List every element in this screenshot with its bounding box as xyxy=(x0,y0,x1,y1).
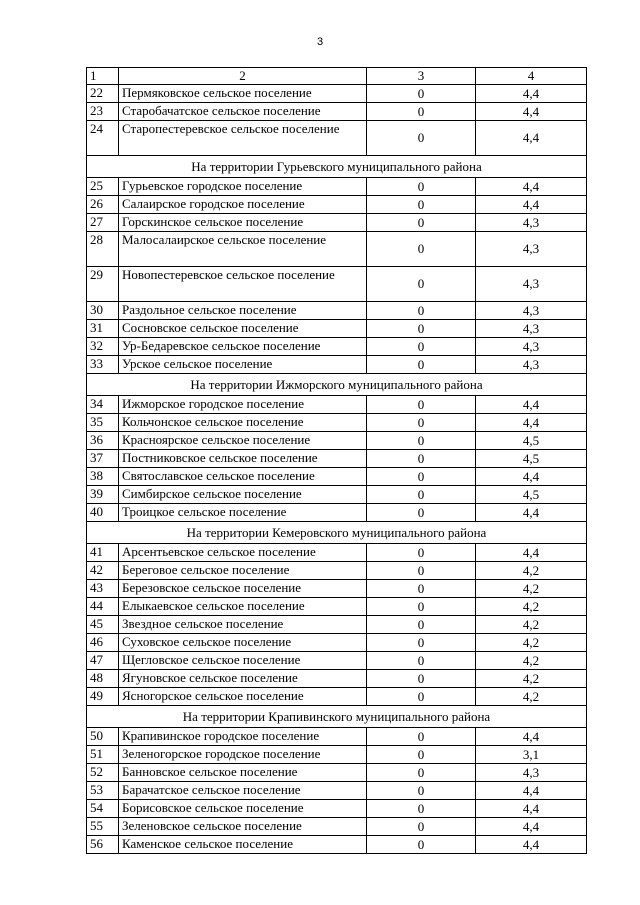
table-row xyxy=(87,85,587,103)
col-3-value: 0 xyxy=(367,562,476,580)
col-3-value: 0 xyxy=(367,818,476,836)
col-4-value: 4,2 xyxy=(476,652,587,670)
row-number: 26 xyxy=(87,196,119,214)
table-row xyxy=(87,338,587,356)
settlement-name: Салаирское городское поселение xyxy=(119,196,367,214)
table-row xyxy=(87,196,587,214)
col-3-value: 0 xyxy=(367,634,476,652)
col-3-value: 0 xyxy=(367,85,476,103)
row-number: 54 xyxy=(87,800,119,818)
col-3-value: 0 xyxy=(367,836,476,854)
col-3-value: 0 xyxy=(367,616,476,634)
col-3-value: 0 xyxy=(367,196,476,214)
settlement-name: Щегловское сельское поселение xyxy=(119,652,367,670)
table-row xyxy=(87,818,587,836)
col-3-value: 0 xyxy=(367,267,476,302)
settlements-table xyxy=(86,67,587,854)
row-number: 53 xyxy=(87,782,119,800)
row-number: 44 xyxy=(87,598,119,616)
settlement-name: Ягуновское сельское поселение xyxy=(119,670,367,688)
table-row xyxy=(87,670,587,688)
col-4-value: 4,2 xyxy=(476,562,587,580)
row-number: 33 xyxy=(87,356,119,374)
table-row xyxy=(87,396,587,414)
row-number: 38 xyxy=(87,468,119,486)
table-row xyxy=(87,746,587,764)
table-row xyxy=(87,468,587,486)
col-4-value: 4,4 xyxy=(476,121,587,156)
col-4-value: 4,3 xyxy=(476,764,587,782)
section-heading: На территории Крапивинского муниципального района xyxy=(87,706,587,728)
col-3-value: 0 xyxy=(367,544,476,562)
section-heading-row xyxy=(87,522,587,544)
col-3-value: 0 xyxy=(367,728,476,746)
row-number: 41 xyxy=(87,544,119,562)
settlement-name: Раздольное сельское поселение xyxy=(119,302,367,320)
col-4-value: 4,4 xyxy=(476,396,587,414)
col-4-value: 4,4 xyxy=(476,414,587,432)
row-number: 52 xyxy=(87,764,119,782)
settlement-name: Урское сельское поселение xyxy=(119,356,367,374)
row-number: 45 xyxy=(87,616,119,634)
col-3-value: 0 xyxy=(367,800,476,818)
row-number: 32 xyxy=(87,338,119,356)
col-4-value: 4,3 xyxy=(476,232,587,267)
col-3-value: 0 xyxy=(367,356,476,374)
col-4-value: 4,3 xyxy=(476,356,587,374)
row-number: 56 xyxy=(87,836,119,854)
col-4-value: 4,4 xyxy=(476,818,587,836)
row-number: 49 xyxy=(87,688,119,706)
col-3-value: 0 xyxy=(367,468,476,486)
row-number: 30 xyxy=(87,302,119,320)
col-4-value: 4,5 xyxy=(476,486,587,504)
table-body xyxy=(87,68,587,854)
col-4-value: 4,4 xyxy=(476,728,587,746)
settlement-name: Сосновское сельское поселение xyxy=(119,320,367,338)
section-heading: На территории Гурьевского муниципального района xyxy=(87,156,587,178)
settlement-name: Каменское сельское поселение xyxy=(119,836,367,854)
table-row xyxy=(87,356,587,374)
row-number: 31 xyxy=(87,320,119,338)
row-number: 36 xyxy=(87,432,119,450)
col-4-value: 3,1 xyxy=(476,746,587,764)
col-3-value: 0 xyxy=(367,450,476,468)
row-number: 47 xyxy=(87,652,119,670)
settlement-name: Малосалаирское сельское поселение xyxy=(119,232,367,267)
col-4-value: 4,3 xyxy=(476,338,587,356)
table-row xyxy=(87,616,587,634)
col-4-value: 4,4 xyxy=(476,85,587,103)
section-heading-row xyxy=(87,156,587,178)
section-heading: На территории Кемеровского муниципального района xyxy=(87,522,587,544)
row-number: 43 xyxy=(87,580,119,598)
col-4-value: 4,2 xyxy=(476,616,587,634)
row-number: 22 xyxy=(87,85,119,103)
col-3-value: 0 xyxy=(367,652,476,670)
settlement-name: Ясногорское сельское поселение xyxy=(119,688,367,706)
row-number: 55 xyxy=(87,818,119,836)
table-row xyxy=(87,486,587,504)
row-number: 28 xyxy=(87,232,119,267)
col-3-value: 0 xyxy=(367,103,476,121)
col-4-value: 4,4 xyxy=(476,544,587,562)
table-row xyxy=(87,214,587,232)
settlement-name: Горскинское сельское поселение xyxy=(119,214,367,232)
col-4-value: 4,3 xyxy=(476,214,587,232)
settlement-name: Старобачатское сельское поселение xyxy=(119,103,367,121)
col-4-value: 4,4 xyxy=(476,468,587,486)
table-row xyxy=(87,121,587,156)
settlement-name: Арсентьевское сельское поселение xyxy=(119,544,367,562)
table-row xyxy=(87,764,587,782)
settlement-name: Барачатское сельское поселение xyxy=(119,782,367,800)
settlement-name: Зеленогорское городское поселение xyxy=(119,746,367,764)
col-3-value: 0 xyxy=(367,688,476,706)
col-4-value: 4,2 xyxy=(476,580,587,598)
table-row xyxy=(87,178,587,196)
table-row xyxy=(87,688,587,706)
col-4-value: 4,2 xyxy=(476,598,587,616)
col-4-value: 4,4 xyxy=(476,196,587,214)
settlement-name: Пермяковское сельское поселение xyxy=(119,85,367,103)
col-3-value: 0 xyxy=(367,320,476,338)
col-4-value: 4,4 xyxy=(476,504,587,522)
table-row xyxy=(87,267,587,302)
settlement-name: Суховское сельское поселение xyxy=(119,634,367,652)
col-3-value: 0 xyxy=(367,178,476,196)
settlement-name: Симбирское сельское поселение xyxy=(119,486,367,504)
header-col-1: 1 xyxy=(87,68,119,85)
table-row xyxy=(87,562,587,580)
settlement-name: Борисовское сельское поселение xyxy=(119,800,367,818)
row-number: 25 xyxy=(87,178,119,196)
col-4-value: 4,4 xyxy=(476,782,587,800)
row-number: 23 xyxy=(87,103,119,121)
table-row xyxy=(87,728,587,746)
table-row xyxy=(87,580,587,598)
row-number: 34 xyxy=(87,396,119,414)
col-4-value: 4,2 xyxy=(476,670,587,688)
row-number: 35 xyxy=(87,414,119,432)
settlement-name: Гурьевское городское поселение xyxy=(119,178,367,196)
col-3-value: 0 xyxy=(367,486,476,504)
col-4-value: 4,4 xyxy=(476,800,587,818)
table-row xyxy=(87,414,587,432)
row-number: 40 xyxy=(87,504,119,522)
col-4-value: 4,5 xyxy=(476,450,587,468)
col-3-value: 0 xyxy=(367,338,476,356)
settlement-name: Старопестеревское сельское поселение xyxy=(119,121,367,156)
col-3-value: 0 xyxy=(367,121,476,156)
settlement-name: Береговое сельское поселение xyxy=(119,562,367,580)
settlement-name: Ур-Бедаревское сельское поселение xyxy=(119,338,367,356)
col-4-value: 4,3 xyxy=(476,267,587,302)
col-4-value: 4,4 xyxy=(476,836,587,854)
row-number: 46 xyxy=(87,634,119,652)
col-4-value: 4,4 xyxy=(476,178,587,196)
col-4-value: 4,2 xyxy=(476,688,587,706)
row-number: 39 xyxy=(87,486,119,504)
col-3-value: 0 xyxy=(367,214,476,232)
row-number: 51 xyxy=(87,746,119,764)
table-row xyxy=(87,800,587,818)
col-3-value: 0 xyxy=(367,396,476,414)
settlement-name: Красноярское сельское поселение xyxy=(119,432,367,450)
table-row xyxy=(87,302,587,320)
settlement-name: Святославское сельское поселение xyxy=(119,468,367,486)
table-row xyxy=(87,432,587,450)
col-3-value: 0 xyxy=(367,580,476,598)
col-4-value: 4,5 xyxy=(476,432,587,450)
header-col-3: 3 xyxy=(367,68,476,85)
row-number: 29 xyxy=(87,267,119,302)
table-row xyxy=(87,450,587,468)
col-3-value: 0 xyxy=(367,670,476,688)
table-row xyxy=(87,652,587,670)
section-heading-row xyxy=(87,374,587,396)
col-3-value: 0 xyxy=(367,232,476,267)
row-number: 48 xyxy=(87,670,119,688)
col-4-value: 4,3 xyxy=(476,320,587,338)
row-number: 50 xyxy=(87,728,119,746)
col-3-value: 0 xyxy=(367,432,476,450)
col-3-value: 0 xyxy=(367,414,476,432)
page-number: 3 xyxy=(316,36,324,48)
table-row xyxy=(87,598,587,616)
col-4-value: 4,3 xyxy=(476,302,587,320)
table-row xyxy=(87,320,587,338)
settlement-name: Новопестеревское сельское поселение xyxy=(119,267,367,302)
settlement-name: Кольчонское сельское поселение xyxy=(119,414,367,432)
table-header-row xyxy=(87,68,587,85)
settlement-name: Крапивинское городское поселение xyxy=(119,728,367,746)
settlement-name: Зеленовское сельское поселение xyxy=(119,818,367,836)
header-col-4: 4 xyxy=(476,68,587,85)
row-number: 42 xyxy=(87,562,119,580)
table-row xyxy=(87,544,587,562)
col-3-value: 0 xyxy=(367,782,476,800)
col-3-value: 0 xyxy=(367,302,476,320)
row-number: 37 xyxy=(87,450,119,468)
col-3-value: 0 xyxy=(367,764,476,782)
section-heading: На территории Ижморского муниципального района xyxy=(87,374,587,396)
col-4-value: 4,4 xyxy=(476,103,587,121)
settlement-name: Постниковское сельское поселение xyxy=(119,450,367,468)
table-row xyxy=(87,103,587,121)
settlement-name: Елыкаевское сельское поселение xyxy=(119,598,367,616)
table-row xyxy=(87,836,587,854)
header-col-2: 2 xyxy=(119,68,367,85)
row-number: 27 xyxy=(87,214,119,232)
col-3-value: 0 xyxy=(367,504,476,522)
section-heading-row xyxy=(87,706,587,728)
table-row xyxy=(87,782,587,800)
settlement-name: Звездное сельское поселение xyxy=(119,616,367,634)
table-row xyxy=(87,634,587,652)
settlement-name: Банновское сельское поселение xyxy=(119,764,367,782)
table-row xyxy=(87,232,587,267)
col-3-value: 0 xyxy=(367,746,476,764)
table-row xyxy=(87,504,587,522)
col-3-value: 0 xyxy=(367,598,476,616)
settlement-name: Березовское сельское поселение xyxy=(119,580,367,598)
row-number: 24 xyxy=(87,121,119,156)
settlement-name: Троицкое сельское поселение xyxy=(119,504,367,522)
settlement-name: Ижморское городское поселение xyxy=(119,396,367,414)
col-4-value: 4,2 xyxy=(476,634,587,652)
